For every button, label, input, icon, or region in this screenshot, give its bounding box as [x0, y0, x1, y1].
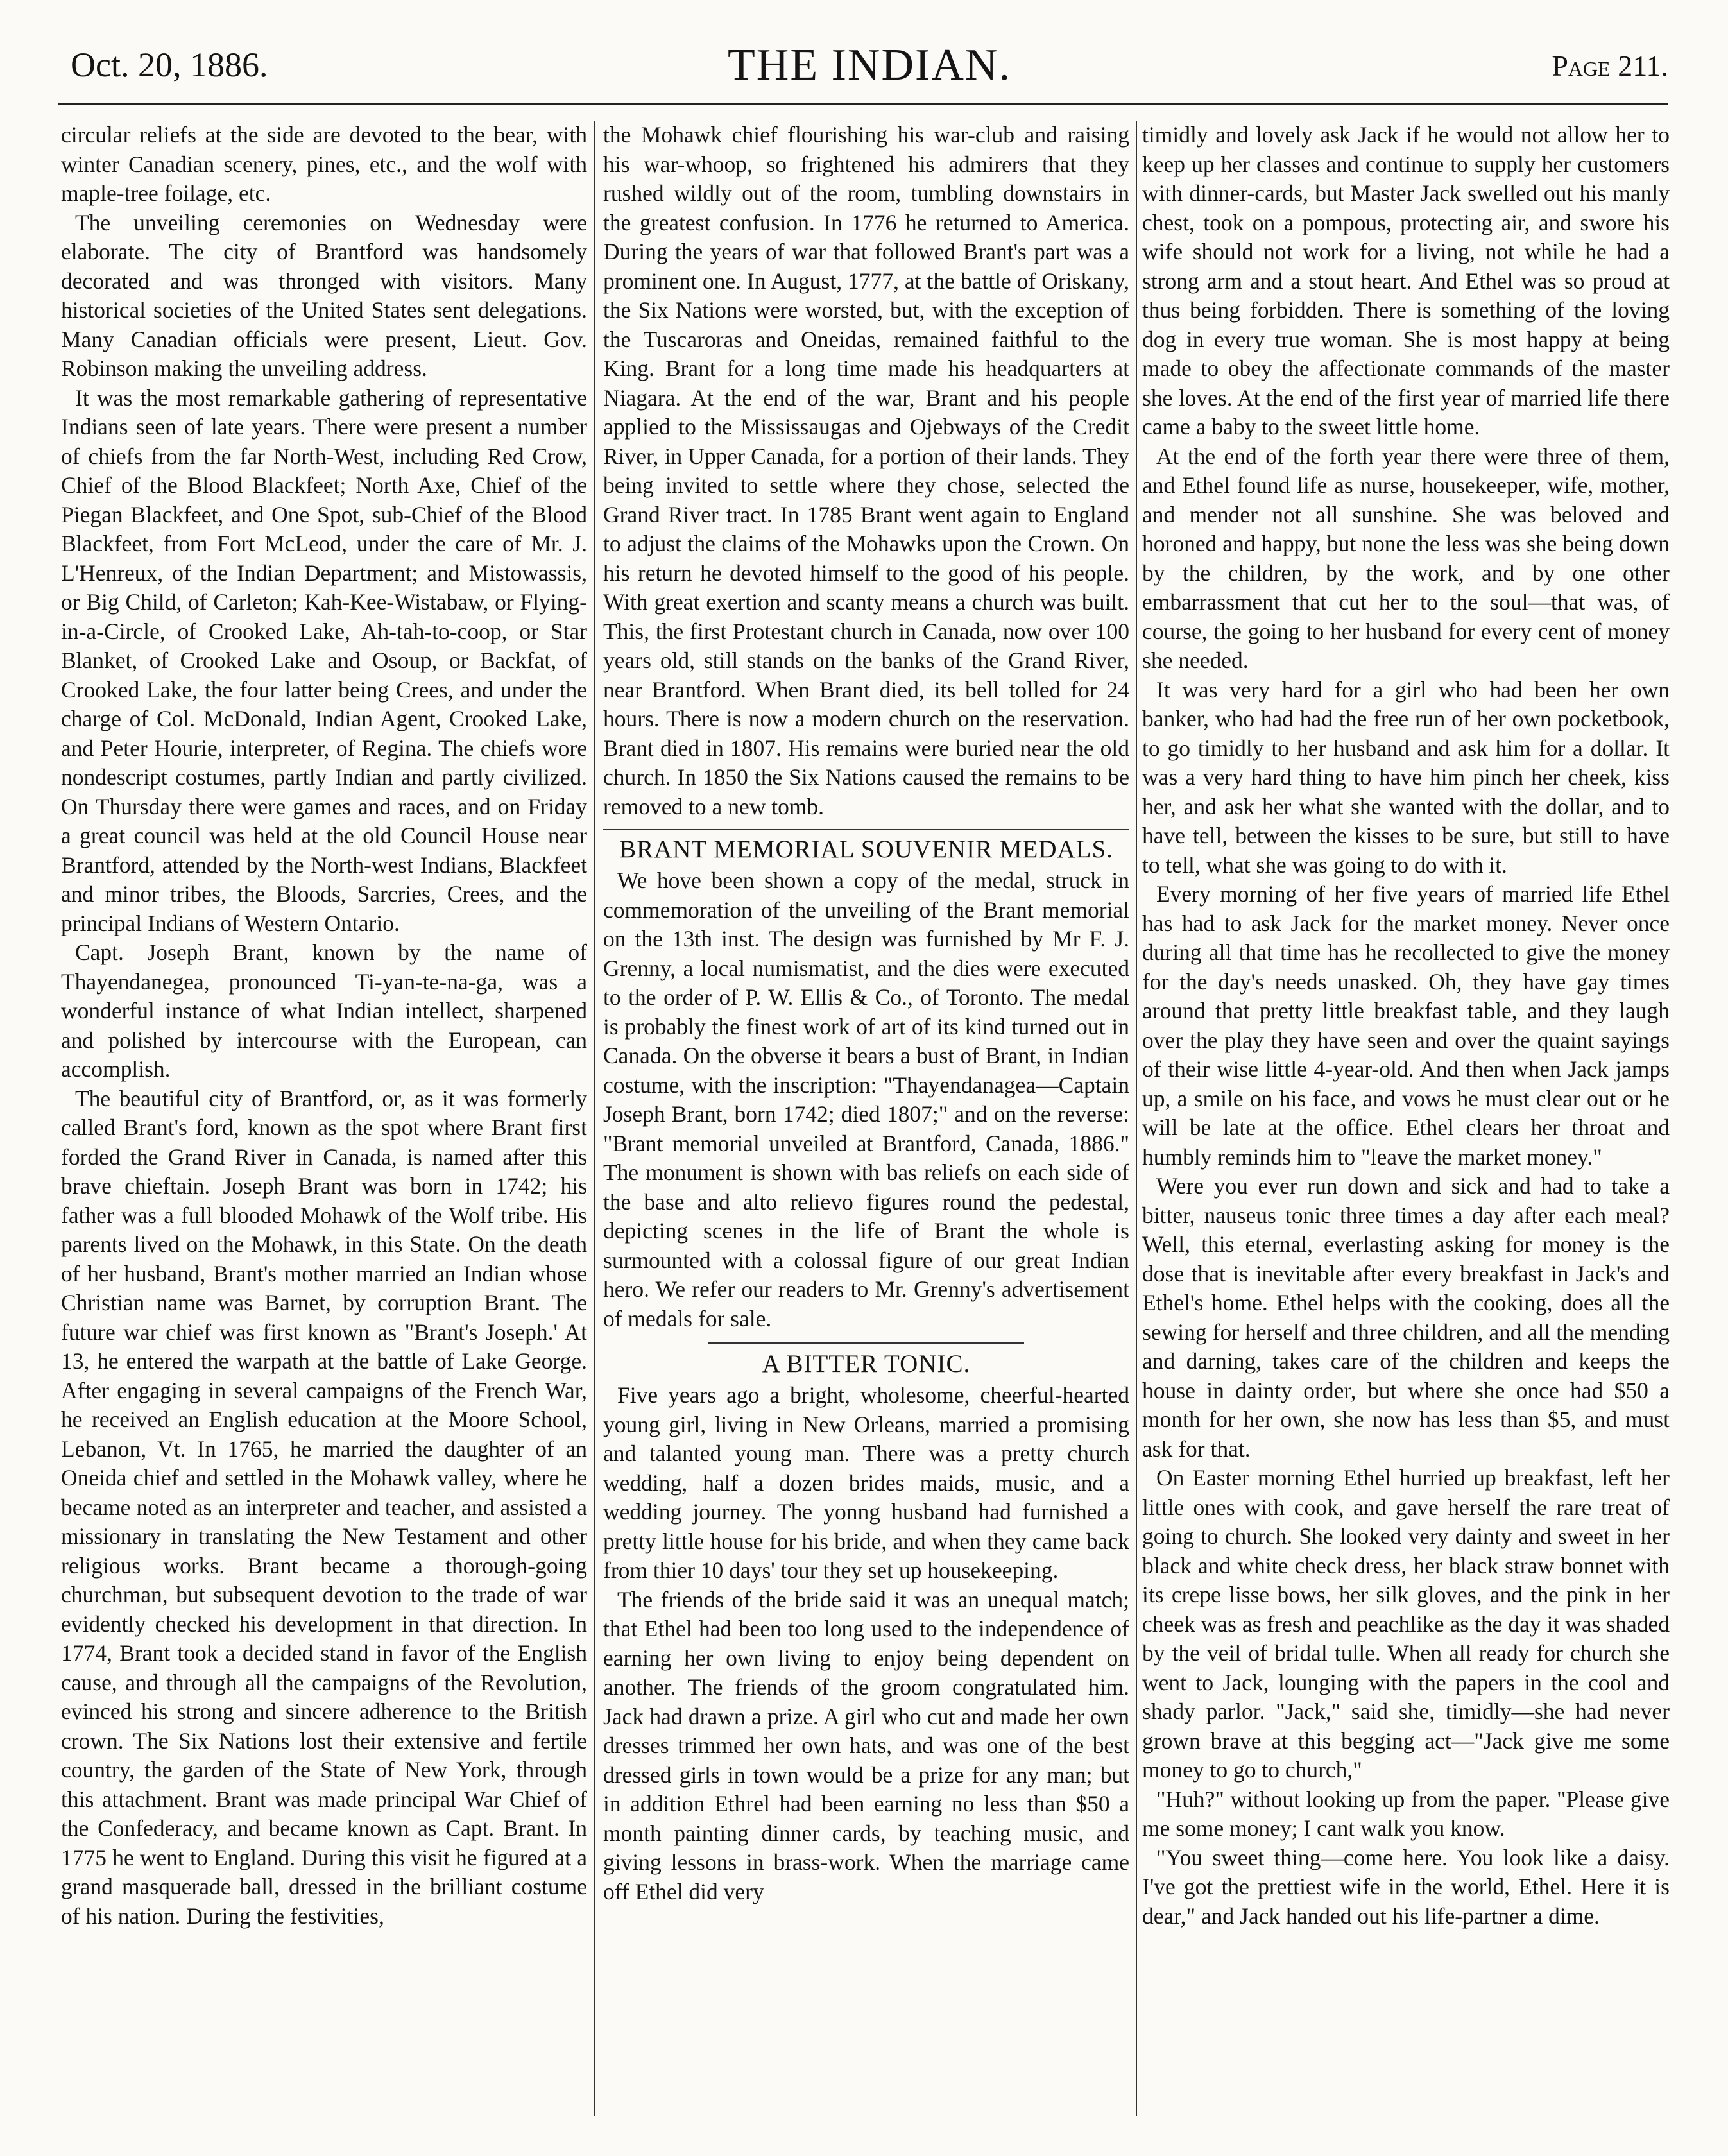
page-header — [71, 40, 1668, 103]
paragraph: It was the most remarkable gathering of representative Indians seen of late years. There were present a number of chiefs from the far North-West, including Red Crow, Chief of the Blood Blackfeet; North Axe, Chief of the Piegan Blackfeet, and One Spot, sub-Chief of the Blood Blackfeet, from Fort McLeod, under the care of Mr. J. L'Henreux, of the Indian Department; and Mistowassis, or Big Child, of Carleton; Kah-Kee-Wistabaw, or Flying-in-a-Circle, of Crooked Lake, Ah-tah-to-coop, or Star Blanket, of Crooked Lake and Osoup, or Backfat, of Crooked Lake, the four latter being Crees, and under the charge of Col. McDonald, Indian Agent, Crooked Lake, and Peter Hourie, interpreter, of Regina. The chiefs wore nondescript costumes, partly Indian and partly civilized. On Thursday there were games and races, and on Friday a great council was held at the old Council House near Brantford, attended by the North-west Indians, Blackfeet and minor tribes, the Bloods, Sarcries, Crees, and the principal Indians of Western Ontario. — [61, 384, 587, 936]
paragraph: The unveiling ceremonies on Wednesday were elaborate. The city of Brantford was handsomely decorated and was thronged with visitors. Many historical societies of the United States sent delegations. Many Canadian officials were present, Lieut. Gov. Robinson making the unveiling address. — [61, 209, 587, 381]
column-1 — [61, 121, 587, 2116]
paragraph: circular reliefs at the side are devoted to the bear, with winter Canadian scenery, pines, etc., and the wolf with maple-tree foilage, etc. — [61, 122, 587, 206]
section-rule — [708, 1342, 1024, 1344]
paragraph: timidly and lovely ask Jack if he would not allow her to keep up her classes and continue to supply her customers with dinner-cards, but Master Jack swelled out his manly chest, took on a pompous, protecting air, and swore his wife should not work for a living, not while he had a strong arm and a stout heart. And Ethel was so proud at thus being forbidden. There is something of the loving dog in every true woman. She is most happy at being made to obey the affectionate commands of the master she loves. At the end of the first year of married life there came a baby to the sweet little home. — [1142, 122, 1670, 440]
paragraph: On Easter morning Ethel hurried up breakfast, left her little ones with cook, and gave herself the rare treat of going to church. She looked very dainty and sweet in her black and white check dress, her black straw bonnet with its crepe lisse bows, her silk gloves, and the pink in her cheek was as fresh and peachlike as the day it was shaded by the veil of bridal tulle. When all ready for church she went to Jack, lounging with the papers in the cool and shady parlor. "Jack," said she, timidly—she had never grown brave at this begging act—"Jack give me some money to go to church," — [1142, 1465, 1670, 1783]
column-2 — [603, 121, 1129, 2116]
paragraph: The beautiful city of Brantford, or, as it was formerly called Brant's ford, known as the spot where Brant first forded the Grand River in Canada, is named after this brave chieftain. Joseph Brant was born in 1742; his father was a full blooded Mohawk of the Wolf tribe. His parents lived on the Mohawk, in this State. On the death of her husband, Brant's mother married an Indian whose Christian name was Barnet, by corruption Brant. The future war chief was first known as "Brant's Joseph.' At 13, he entered the warpath at the battle of Lake George. After engaging in several campaigns of the French War, he received an English education at the Moore School, Lebanon, Vt. In 1765, he married the daughter of an Oneida chief and settled in the Mohawk valley, where he became noted as an interpreter and teacher, and assisted a missionary in translating the New Testament and other religious works. Brant became a thorough-going churchman, but subsequent devotion to the trade of war evidently checked his development in that direction. In 1774, Brant took a decided stand in favor of the English cause, and through all the campaigns of the Revolution, evinced his strong and sincere adherence to the British crown. The Six Nations lost their extensive and fertile country, the garden of the State of New York, through this attachment. Brant was made principal War Chief of the Confederacy, and became known as Capt. Brant. In 1775 he went to England. During this visit he figured at a grand masquerade ball, dressed in the brilliant costume of his nation. During the festivities, — [61, 1085, 587, 1929]
paragraph: The friends of the bride said it was an unequal match; that Ethel had been too long used to the independence of earning her own living to enjoy being dependent on another. The friends of the groom congratulated him. Jack had drawn a prize. A girl who cut and made her own dresses trimmed her own hats, and was one of the best dressed girls in town would be a prize for any man; but in addition Ethrel had been earning no less than $50 a month painting dinner cards, by teaching music, and giving lessons in brass-work. When the marriage came off Ethel did very — [603, 1586, 1129, 1904]
column-divider — [594, 121, 595, 2116]
section-rule — [603, 829, 1129, 830]
paragraph: We hove been shown a copy of the medal, struck in commemoration of the unveiling of the Brant memorial on the 13th inst. The design was furnished by Mr F. J. Grenny, a local numismatist, and the dies were executed to the order of P. W. Ellis & Co., of Toronto. The medal is probably the finest work of art of its kind turned out in Canada. On the obverse it bears a bust of Brant, in Indian costume, with the inscription: "Thayendanagea—Captain Joseph Brant, born 1742; died 1807;" and on the reverse: "Brant memorial unveiled at Brantford, Canada, 1886." The monument is shown with bas reliefs on each side of the base and alto relievo figures round the pedestal, depicting scenes in the life of Brant the whole is surmounted with a colossal figure of our great Indian hero. We refer our readers to Mr. Grenny's advertisement of medals for sale. — [603, 868, 1129, 1331]
paragraph: Were you ever run down and sick and had to take a bitter, nauseus tonic three times a day after each meal? Well, this eternal, everlasting asking for money is the dose that is inevitable after every breakfast in Jack's and Ethel's home. Ethel helps with the cooking, does all the sewing for herself and three children, and all the mending and darning, takes care of the children and keeps the house in dainty order, but where she once had $50 a month for her own, she now has less than $5, and must ask for that. — [1142, 1173, 1670, 1462]
column-3 — [1142, 121, 1670, 2116]
page-number: Page 211. — [1552, 49, 1668, 82]
paragraph: It was very hard for a girl who had been her own banker, who had had the free run of her own pocketbook, to go timidly to her husband and ask him for a dollar. It was a very hard thing to have him pinch her cheek, kiss her, and ask her what she wanted with the dollar, and to have tell, between the kisses to be sure, but still to have to tell, what she was going to do with it. — [1142, 676, 1670, 878]
masthead-title: THE INDIAN. — [728, 40, 1011, 90]
paragraph: the Mohawk chief flourishing his war-club and raising his war-whoop, so frightened his admirers that they rushed wildly out of the room, tumbling downstairs in the greatest confusion. In 1776 he returned to America. During the years of war that followed Brant's part was a prominent one. In August, 1777, at the battle of Oriskany, the Six Nations were worsted, but, with the exception of the Tuscaroras and Oneidas, remained faithful to the King. Brant for a long time made his headquarters at Niagara. At the end of the war, Brant and his people applied to the Mississaugas and Ojebways of the Credit River, in Upper Canada, for a portion of their lands. They being invited to settle where they chose, selected the Grand River tract. In 1785 Brant went again to England to adjust the claims of the Mohawks upon the Crown. On his return he devoted himself to the good of his people. With great exertion and scanty means a church was built. This, the first Protestant church in Canada, now over 100 years old, still stands on the banks of the Grand River, near Brantford. When Brant died, its bell tolled for 24 hours. There is now a modern church on the reservation. Brant died in 1807. His remains were buried near the old church. In 1850 the Six Nations caused the remains to be removed to a new tomb. — [603, 122, 1129, 819]
paragraph: "Huh?" without looking up from the paper. "Please give me some money; I cant walk you know. — [1142, 1786, 1670, 1841]
article-heading-tonic: A BITTER TONIC. — [762, 1350, 971, 1378]
issue-date: Oct. 20, 1886. — [71, 46, 268, 84]
article-heading-medals: BRANT MEMORIAL SOUVENIR MEDALS. — [619, 835, 1113, 863]
paragraph: "You sweet thing—come here. You look like a daisy. I've got the prettiest wife in the world, Ethel. Here it is dear," and Jack handed out his life-partner a dime. — [1142, 1844, 1670, 1929]
column-divider — [1136, 121, 1137, 2116]
paragraph: At the end of the forth year there were three of them, and Ethel found life as nurse, housekeeper, wife, mother, and mender not all sunshine. She was beloved and horoned and happy, but none the less was she being down by the children, by the work, and by one other embarrassment that cut her to the soul—that was, of course, the going to her husband for every cent of money she needed. — [1142, 443, 1670, 673]
paragraph: Five years ago a bright, wholesome, cheerful-hearted young girl, living in New Orleans, married a promising and talanted young man. There was a pretty church wedding, half a dozen brides maids, music, and a wedding journey. The yonng husband had furnished a pretty little house for his bride, and when they came back from thier 10 days' tour they set up housekeeping. — [603, 1382, 1129, 1583]
paragraph: Every morning of her five years of married life Ethel has had to ask Jack for the market money. Never once during all that time has he recollected to give the money for the day's needs unasked. Oh, they have gay times around that pretty little breakfast table, and they laugh over the play they have seen and over the quaint sayings of their wise little 4-year-old. And then when Jack jamps up, a smile on his face, and vows he must clear out or he will be late at the office. Ethel clears her throat and humbly reminds him to "leave the market money." — [1142, 881, 1670, 1170]
header-rule — [58, 103, 1668, 105]
paragraph: Capt. Joseph Brant, known by the name of Thayendanegea, pronounced Ti-yan-te-na-ga, was a wonderful instance of what Indian intellect, sharpened and polished by intercourse with the European, can accomplish. — [61, 939, 587, 1082]
